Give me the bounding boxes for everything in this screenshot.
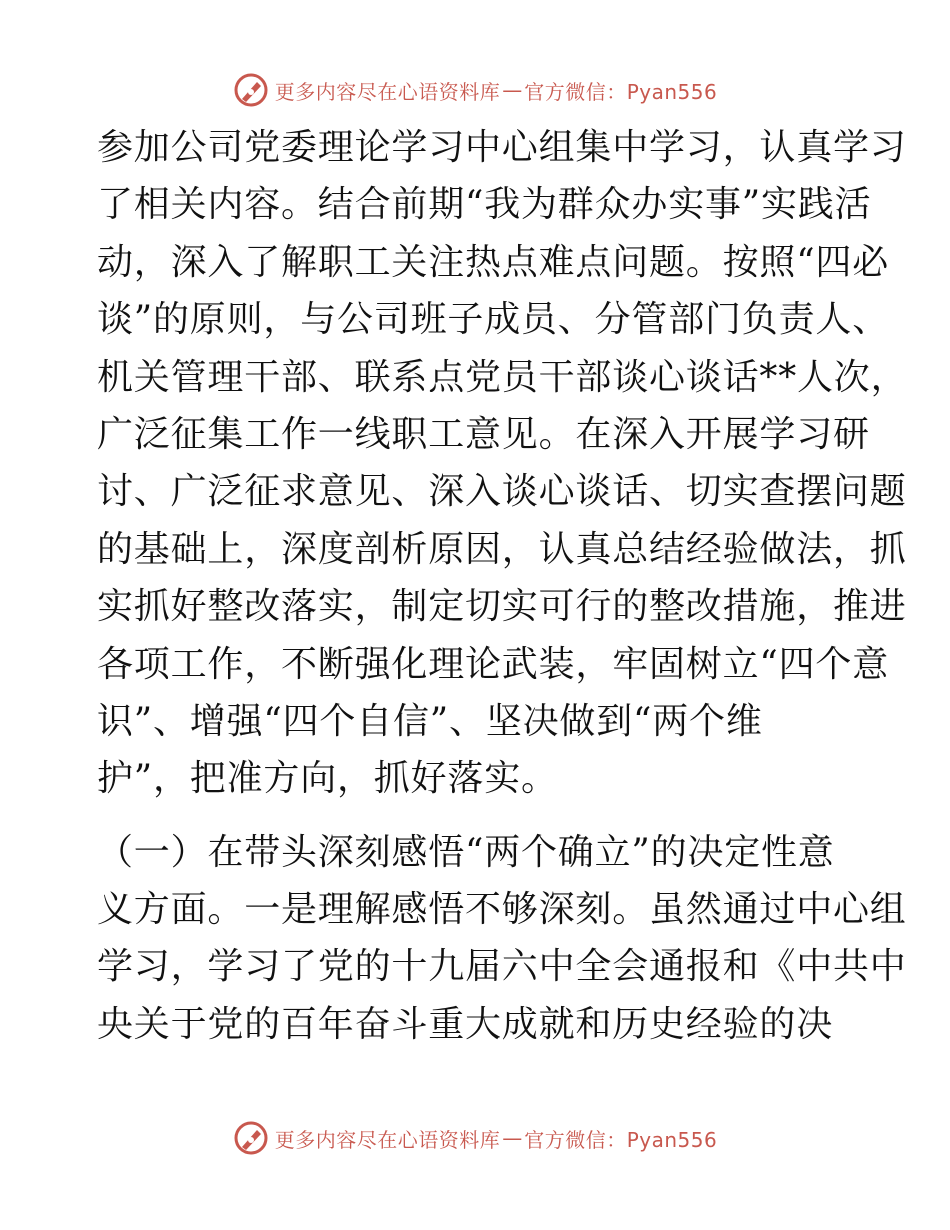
text-line: 讨、广泛征求意见、深入谈心谈话、切实查摆问题 bbox=[97, 471, 907, 513]
text-line: 广泛征集工作一线职工意见。在深入开展学习研 bbox=[97, 413, 870, 455]
watermark-dash: — bbox=[502, 1126, 523, 1150]
text-line: 义方面。一是理解感悟不够深刻。虽然通过中心组 bbox=[97, 889, 907, 931]
text-line: 实抓好整改落实，制定切实可行的整改措施，推进 bbox=[97, 586, 907, 628]
pen-logo-icon bbox=[233, 72, 269, 108]
text-line: 央关于党的百年奋斗重大成就和历史经验的决 bbox=[97, 1003, 834, 1045]
text-line: （一）在带头深刻感悟“两个确立”的决定性意 bbox=[97, 831, 835, 873]
watermark-header bbox=[0, 70, 950, 110]
pen-logo-icon bbox=[233, 1120, 269, 1156]
watermark-contact: 官方微信：Pyan556 bbox=[524, 1127, 718, 1152]
text-line: 识”、增强“四个自信”、坚决做到“两个维 bbox=[97, 700, 763, 742]
text-line: 各项工作，不断强化理论武装，牢固树立“四个意 bbox=[97, 643, 890, 685]
paragraph-1 bbox=[97, 126, 908, 801]
text-line: 护”，把准方向，抓好落实。 bbox=[97, 758, 558, 800]
text-line: 的基础上，深度剖析原因，认真总结经验做法，抓 bbox=[97, 528, 907, 570]
text-line: 谈”的原则，与公司班子成员、分管部门负责人、 bbox=[97, 299, 890, 341]
text-line: 参加公司党委理论学习中心组集中学习，认真学习 bbox=[97, 127, 907, 168]
watermark-contact: 官方微信：Pyan556 bbox=[524, 79, 718, 104]
text-line: 动，深入了解职工关注热点难点问题。按照“四必 bbox=[97, 241, 890, 283]
text-line: 了相关内容。结合前期“我为群众办实事”实践活 bbox=[97, 184, 872, 226]
watermark-text: 更多内容尽在心语资料库 bbox=[274, 1127, 501, 1152]
paragraph-2 bbox=[97, 831, 907, 1047]
watermark-text: 更多内容尽在心语资料库 bbox=[274, 79, 501, 104]
document-body bbox=[97, 126, 908, 1060]
watermark-dash: — bbox=[502, 78, 523, 102]
watermark-footer bbox=[0, 1118, 950, 1158]
text-line: 机关管理干部、联系点党员干部谈心谈话**人次， bbox=[97, 356, 908, 398]
text-line: 学习，学习了党的十九届六中全会通报和《中共中 bbox=[97, 946, 907, 988]
paragraph-gap bbox=[97, 815, 857, 831]
